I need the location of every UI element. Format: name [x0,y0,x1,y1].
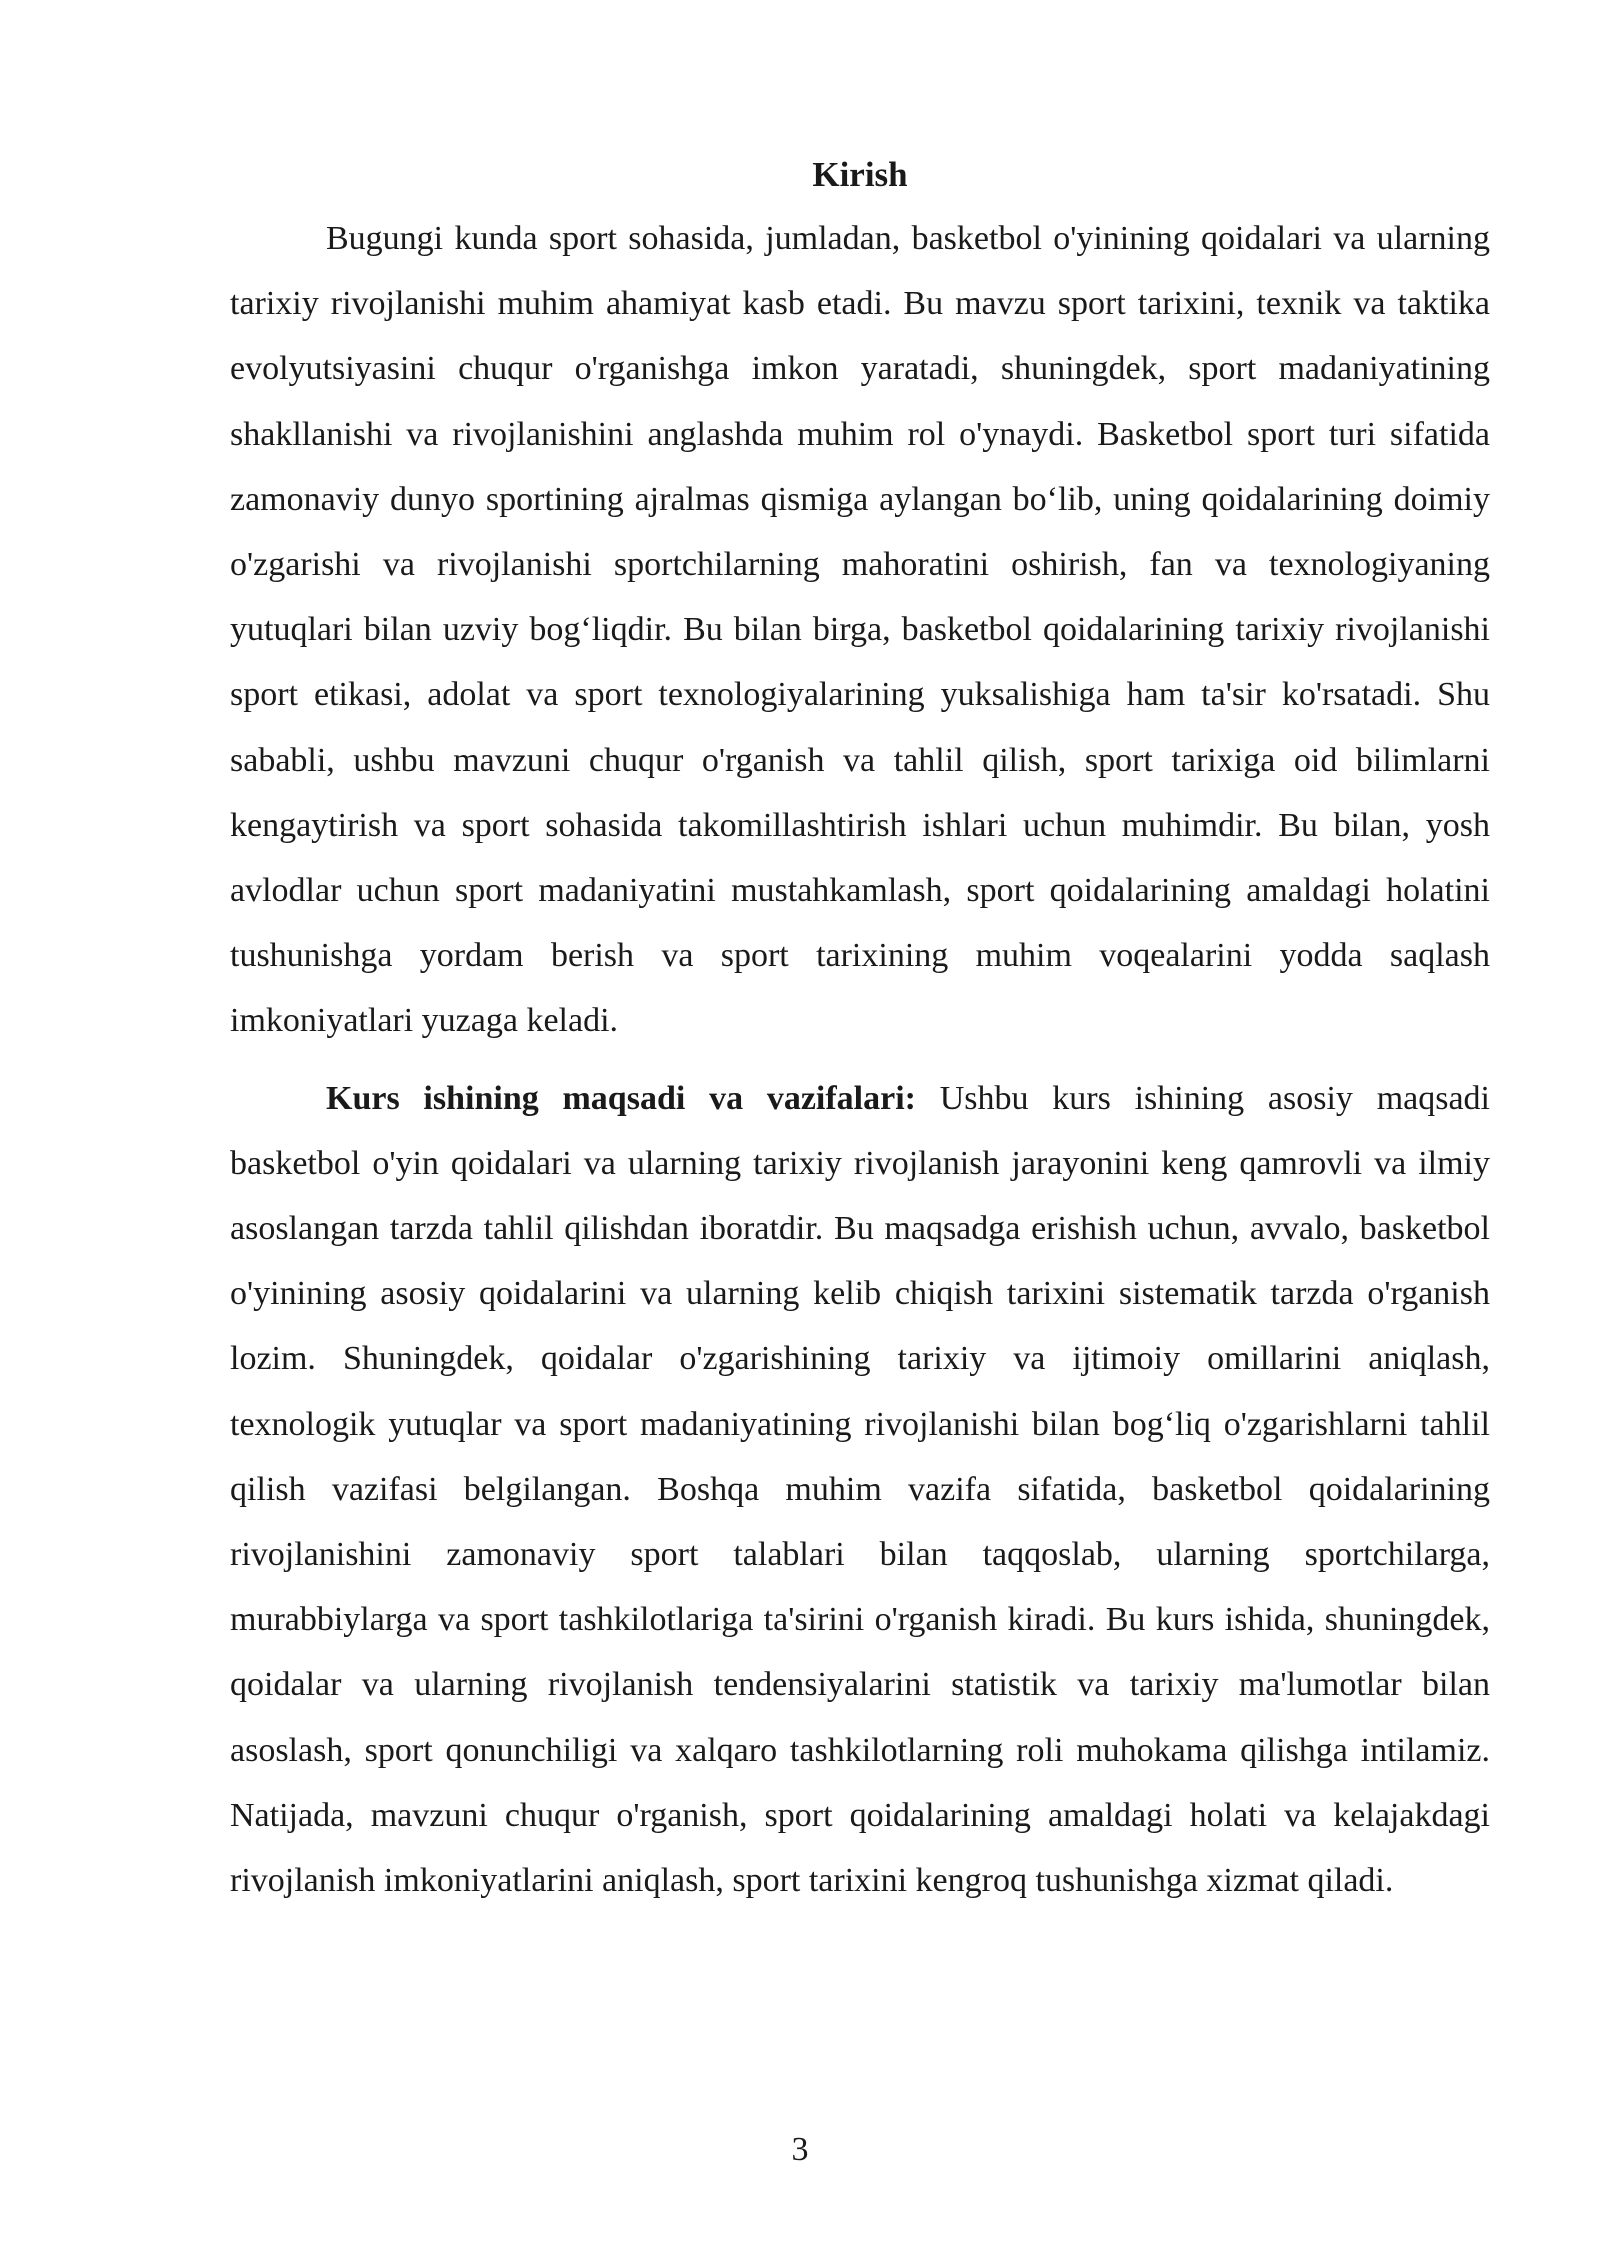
document-page [230,148,1490,1913]
page-number: 3 [791,2131,809,2168]
paragraph-lead: Kurs ishining maqsadi va vazifalari: [326,1079,916,1117]
paragraph-text: Ushbu kurs ishining asosiy maqsadi basketbol o'yin qoidalari va ularning tarixiy rivojlanish jarayonini keng qamrovli va ilmiy asoslangan tarzda tahlil qilishdan iboratdir. Bu maqsadga erishish uchun, avvalo, basketbol o'yinining asosiy qoidalarini va ularning kelib chiqish tarixini sistematik tarzda o'rganish lozim. Shuningdek, qoidalar o'zgarishining tarixiy va ijtimoiy omillarini aniqlash, texnologik yutuqlar va sport madaniyatining rivojlanishi bilan bog‘liq o'zgarishlarni tahlil qilish vazifasi belgilangan. Boshqa muhim vazifa sifatida, basketbol qoidalarining rivojlanishini zamonaviy sport talablari bilan taqqoslab, ularning sportchilarga, murabbiylarga va sport tashkilotlariga ta'sirini o'rganish kiradi. Bu kurs ishida, shuningdek, qoidalar va ularning rivojlanish tendensiyalarini statistik va tarixiy ma'lumotlar bilan asoslash, sport qonunchiligi va xalqaro tashkilotlarning roli muhokama qilishga intilamiz. Natijada, mavzuni chuqur o'rganish, sport qoidalarining amaldagi holati va kelajakdagi rivojlanish imkoniyatlarini aniqlash, sport tarixini kengroq tushunishga xizmat qiladi. [230,1079,1490,1900]
paragraph-goals [230,1066,1490,1914]
section-heading: Kirish [812,155,908,194]
paragraph-text: Bugungi kunda sport sohasida, jumladan, basketbol o'yinining qoidalari va ularning tarixiy rivojlanishi muhim ahamiyat kasb etadi. Bu mavzu sport tarixini, texnik va taktika evolyutsiyasini chuqur o'rganishga imkon yaratadi, shuningdek, sport madaniyatining shakllanishi va rivojlanishini anglashda muhim rol o'ynaydi. Basketbol sport turi sifatida zamonaviy dunyo sportining ajralmas qismiga aylangan bo‘lib, uning qoidalarining doimiy o'zgarishi va rivojlanishi sportchilarning mahoratini oshirish, fan va texnologiyaning yutuqlari bilan uzviy bog‘liqdir. Bu bilan birga, basketbol qoidalarining tarixiy rivojlanishi sport etikasi, adolat va sport texnologiyalarining yuksalishiga ham ta'sir ko'rsatadi. Shu sababli, ushbu mavzuni chuqur o'rganish va tahlil qilish, sport tarixiga oid bilimlarni kengaytirish va sport sohasida takomillashtirish ishlari uchun muhimdir. Bu bilan, yosh avlodlar uchun sport madaniyatini mustahkamlash, sport qoidalarining amaldagi holatini tushunishga yordam berish va sport tarixining muhim voqealarini yodda saqlash imkoniyatlari yuzaga keladi. [230,220,1490,1040]
paragraph-introduction [230,206,1490,1054]
